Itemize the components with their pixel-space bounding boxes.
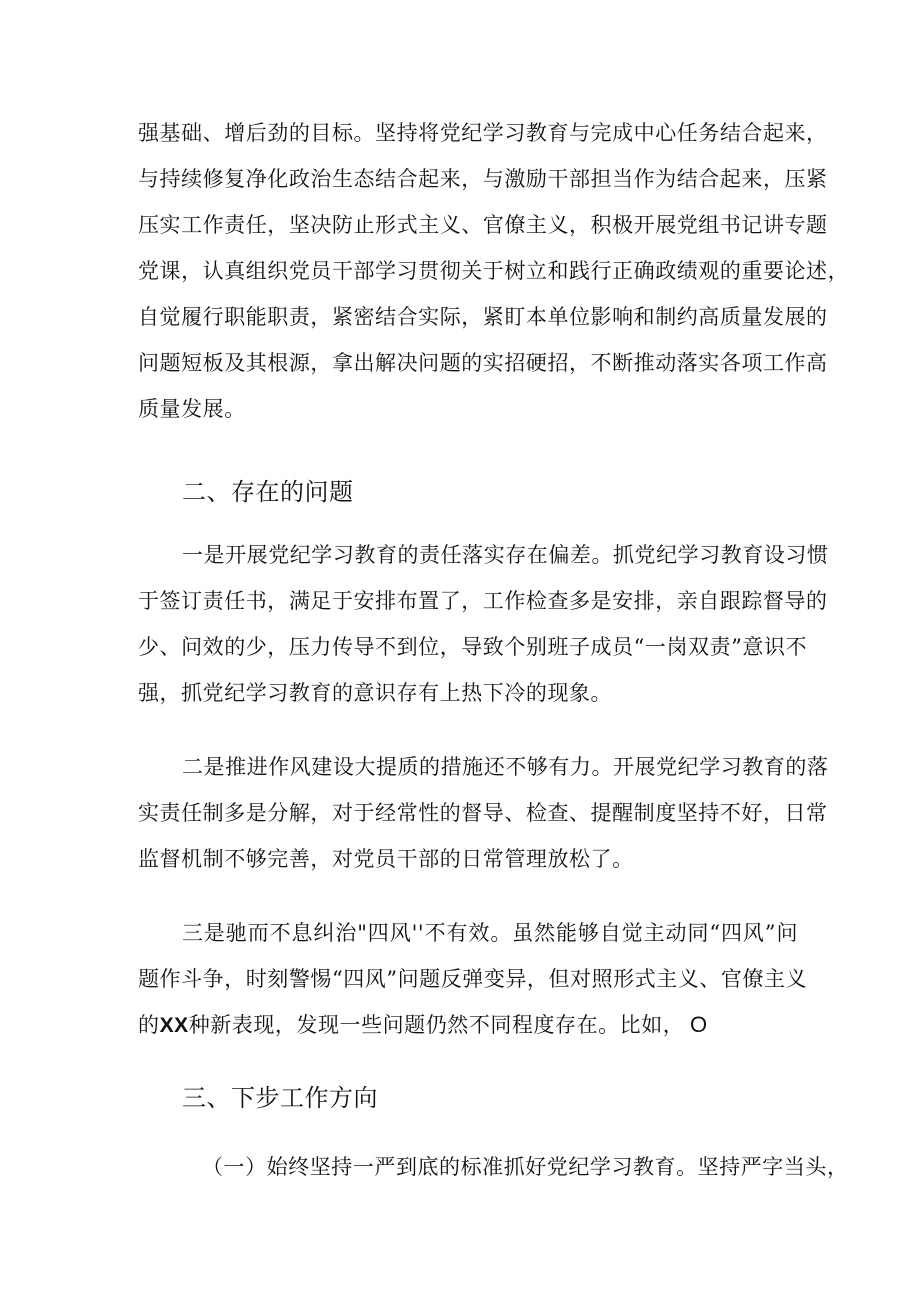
text-line: 压实工作责任，坚决防止形式主义、官僚主义，积极开展党组书记讲专题: [138, 213, 828, 237]
circle-mark: O: [690, 1012, 708, 1037]
text-line: 少、问效的少，压力传导不到位，导致个别班子成员“一岗双责”意识不: [138, 635, 808, 659]
section-heading-next-steps: 三、下步工作方向: [182, 1084, 378, 1112]
text-line: 一是开展党纪学习教育的责任落实存在偏差。抓党纪学习教育设习惯: [182, 543, 829, 567]
text-line: 自觉履行职能职责，紧密结合实际，紧盯本单位影响和制约高质量发展的: [138, 305, 828, 329]
text-line: 党课，认真组织党员干部学习贯彻关于树立和践行正确政绩观的重要论述，: [138, 259, 850, 283]
text-line: 于签订责任书，满足于安排布置了，工作检查多是安排，亲自跟踪督导的: [138, 589, 828, 613]
text-fragment: 种新表现，发现一些问题仍然不同程度存在。比如，: [188, 1013, 685, 1037]
text-line: 质量发展。: [138, 397, 246, 421]
text-line: 问题短板及其根源，拿出解决问题的实招硬招，不断推动落实各项工作高: [138, 351, 828, 375]
text-line: （一）始终坚持一严到底的标准抓好党纪学习教育。坚持严字当头，: [202, 1155, 849, 1179]
text-line: 三是驰而不息纠治"四风''不有效。虽然能够自觉主动同“四风”问: [182, 921, 798, 945]
text-line: 二是推进作风建设大提质的措施还不够有力。开展党纪学习教育的落: [182, 755, 829, 779]
text-line: 强，抓党纪学习教育的意识存有上热下冷的现象。: [138, 681, 613, 705]
text-line: 与持续修复净化政治生态结合起来，与激励干部担当作为结合起来，压紧: [138, 167, 828, 191]
text-line: 强基础、增后劲的目标。坚持将党纪学习教育与完成中心任务结合起来，: [138, 121, 828, 145]
text-line: 题作斗争，时刻警惕“四风”问题反弹变异，但对照形式主义、官僚主义: [138, 967, 808, 991]
section-heading-problems: 二、存在的问题: [182, 478, 354, 506]
text-line: 实责任制多是分解，对于经常性的督导、检查、提醒制度坚持不好，日常: [138, 801, 828, 825]
text-fragment: 的: [138, 1013, 160, 1037]
placeholder-xx: XX: [159, 1014, 189, 1037]
text-line: 监督机制不够完善，对党员干部的日常管理放松了。: [138, 847, 634, 871]
